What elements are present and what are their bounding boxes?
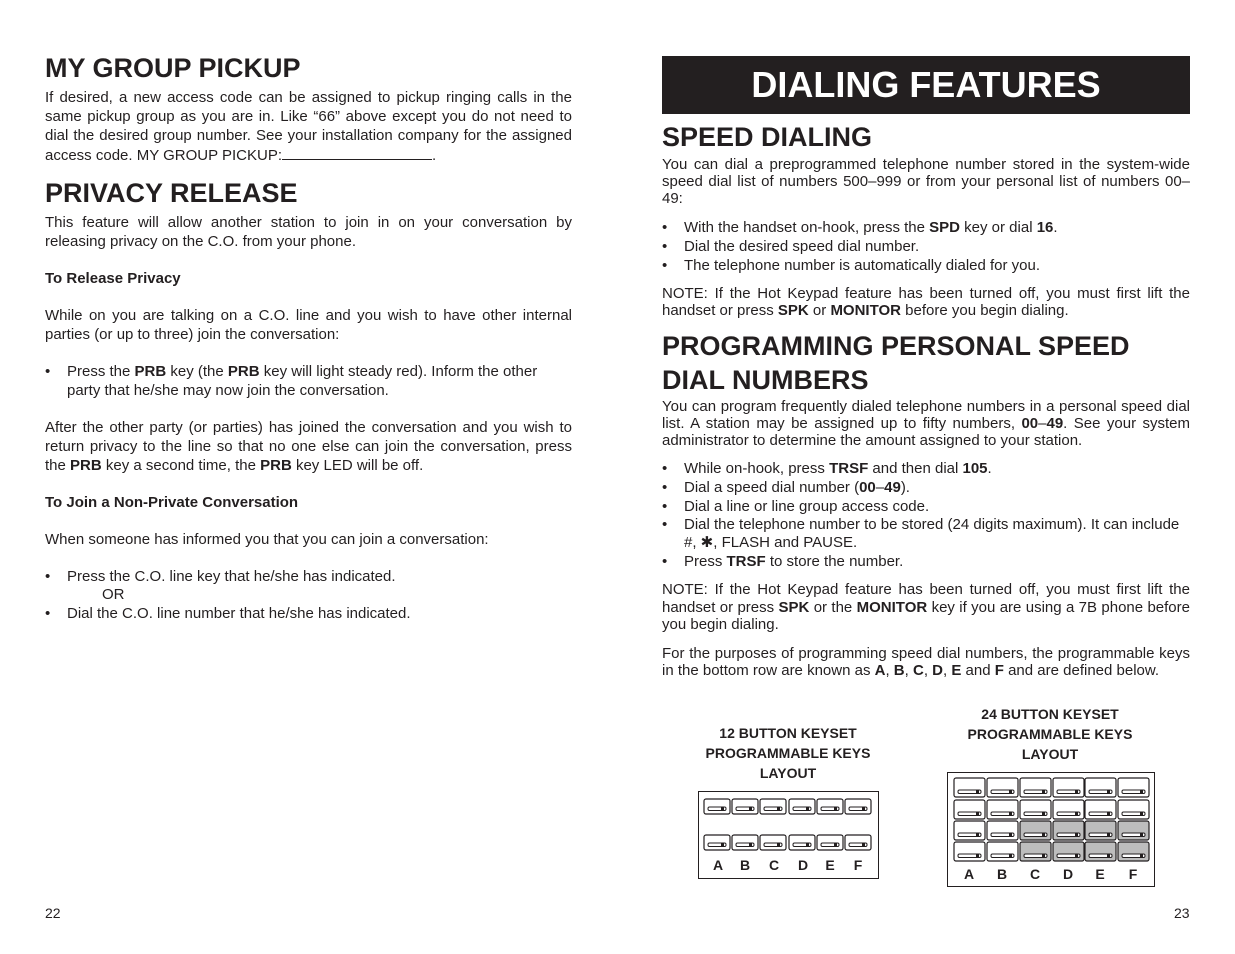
prog-step-2: • Dial a speed dial number (00–49). <box>662 478 1190 497</box>
key-letter-a: A <box>963 866 975 882</box>
keyset-24-diagram <box>947 772 1155 887</box>
speed-dialing-heading: SPEED DIALING <box>662 122 873 152</box>
speed-step-3: • The telephone number is automatically dialed for you. <box>662 256 1190 275</box>
prog-step-4: • Dial the telephone number to be stored (24 digits maximum). It can include #, ✱, FLASH and PAUSE. <box>662 516 1190 552</box>
key-12-bottom-0 <box>704 835 730 850</box>
key-24-r1-c3 <box>1053 800 1084 819</box>
key-24-r3-c2 <box>1020 842 1051 861</box>
join-conversation-subheading: To Join a Non-Private Conversation <box>45 494 299 511</box>
programming-note: NOTE: If the Hot Keypad feature has been turned off, you must first lift the handset or press SPK or the MONITOR key if you are using a 7B phone before you begin dialing. <box>662 581 1190 633</box>
release-bullet-list <box>45 362 572 400</box>
privacy-release-heading: PRIVACY RELEASE <box>45 178 298 208</box>
key-12-bottom-4 <box>817 835 843 850</box>
key-letter-d: D <box>797 857 809 873</box>
dialing-features-banner: DIALING FEATURES <box>662 56 1190 114</box>
key-12-bottom-3 <box>789 835 815 850</box>
key-24-r0-c0 <box>954 778 985 797</box>
key-letter-c: C <box>768 857 780 873</box>
release-privacy-subheading: To Release Privacy <box>45 270 181 287</box>
speed-step-2: • Dial the desired speed dial number. <box>662 237 1190 256</box>
prog-step-3: • Dial a line or line group access code. <box>662 497 1190 516</box>
speed-step-1: • With the handset on-hook, press the SPD key or dial 16. <box>662 218 1190 237</box>
key-letter-b: B <box>739 857 751 873</box>
key-24-r1-c4 <box>1085 800 1116 819</box>
programming-intro: You can program frequently dialed telephone numbers in a personal speed dial list. A station may be assigned up to fifty numbers, 00–49. See your system administrator to determine the amount assigned to your station. <box>662 398 1190 449</box>
prog-step-1: • While on-hook, press TRSF and then dial 105. <box>662 459 1190 478</box>
key-24-r2-c5 <box>1118 821 1149 840</box>
speed-dialing-note: NOTE: If the Hot Keypad feature has been turned off, you must first lift the handset or press SPK or MONITOR before you begin dialing. <box>662 285 1190 319</box>
key-24-r1-c0 <box>954 800 985 819</box>
programmable-keys-para: For the purposes of programming speed dial numbers, the programmable keys in the bottom row are known as A, B, C, D, E and F and are defined below. <box>662 644 1190 679</box>
key-24-r0-c1 <box>987 778 1018 797</box>
join-bullet-1: • Press the C.O. line key that he/she has indicated. <box>45 567 572 586</box>
prog-step-5: • Press TRSF to store the number. <box>662 552 1190 571</box>
key-24-r2-c4 <box>1085 821 1116 840</box>
left-page <box>45 0 572 623</box>
key-12-top-2 <box>760 799 786 814</box>
page-number-right: 23 <box>1174 905 1190 921</box>
key-24-r1-c1 <box>987 800 1018 819</box>
key-letter-d: D <box>1062 866 1074 882</box>
privacy-release-intro: This feature will allow another station to join in on your conversation by releasing privacy on the C.O. from your phone. <box>45 214 572 250</box>
key-12-bottom-2 <box>760 835 786 850</box>
my-group-pickup-body: If desired, a new access code can be assigned to pickup ringing calls in the same pickup group as you are in. Like “66” above except you do not need to dial the desired group number. See your installation company for the assigned access code. MY GROUP PICKUP: . <box>45 89 572 164</box>
release-privacy-para: While on you are talking on a C.O. line and you wish to have other internal parties (or up to three) join the conversation: <box>45 307 572 343</box>
key-12-bottom-5 <box>845 835 871 850</box>
key-24-r0-c3 <box>1053 778 1084 797</box>
programming-steps <box>662 459 1190 571</box>
join-conversation-para: When someone has informed you that you can join a conversation: <box>45 531 489 548</box>
join-bullet-list <box>45 567 572 586</box>
key-24-r2-c0 <box>954 821 985 840</box>
key-letter-c: C <box>1029 866 1041 882</box>
key-letter-a: A <box>712 857 724 873</box>
keyset-12-caption: 12 BUTTON KEYSET PROGRAMMABLE KEYS LAYOUT <box>705 725 871 781</box>
key-24-r3-c4 <box>1085 842 1116 861</box>
key-24-r0-c4 <box>1085 778 1116 797</box>
key-24-r0-c2 <box>1020 778 1051 797</box>
key-24-r0-c5 <box>1118 778 1149 797</box>
key-24-r1-c5 <box>1118 800 1149 819</box>
pickup-code-blank <box>282 145 432 160</box>
key-12-top-5 <box>845 799 871 814</box>
join-bullet-list-2 <box>45 604 572 623</box>
key-letter-f: F <box>1128 866 1138 882</box>
key-12-top-3 <box>789 799 815 814</box>
keyset-24-caption: 24 BUTTON KEYSET PROGRAMMABLE KEYS LAYOUT <box>967 706 1133 762</box>
page-number-left: 22 <box>45 905 61 921</box>
key-24-r2-c2 <box>1020 821 1051 840</box>
key-letter-e: E <box>825 857 835 873</box>
key-24-r3-c3 <box>1053 842 1084 861</box>
programming-speed-dial-heading: PROGRAMMING PERSONAL SPEED DIAL NUMBERS <box>662 331 1130 395</box>
key-24-r1-c2 <box>1020 800 1051 819</box>
key-24-r2-c1 <box>987 821 1018 840</box>
speed-dialing-steps <box>662 218 1190 275</box>
release-bullet: • Press the PRB key (the PRB key will light steady red). Inform the other party that he/she may now join the conversation. <box>45 362 572 400</box>
or-separator: OR <box>102 586 125 603</box>
key-12-bottom-1 <box>732 835 758 850</box>
key-12-top-1 <box>732 799 758 814</box>
right-page <box>662 0 1190 679</box>
key-letter-f: F <box>853 857 863 873</box>
speed-dialing-intro: You can dial a preprogrammed telephone number stored in the system-wide speed dial list of numbers 500–999 or from your personal list of numbers 00–49: <box>662 156 1190 207</box>
key-12-top-0 <box>704 799 730 814</box>
key-12-top-4 <box>817 799 843 814</box>
key-24-r3-c5 <box>1118 842 1149 861</box>
after-join-para: After the other party (or parties) has joined the conversation and you wish to return privacy to the line so that no one else can join the conversation, press the PRB key a second time, the PRB key LED will be off. <box>45 419 572 474</box>
key-letter-b: B <box>996 866 1008 882</box>
keyset-12-diagram <box>698 791 879 879</box>
key-letter-e: E <box>1095 866 1105 882</box>
key-24-r3-c0 <box>954 842 985 861</box>
join-bullet-2: • Dial the C.O. line number that he/she has indicated. <box>45 604 572 623</box>
my-group-pickup-heading: MY GROUP PICKUP <box>45 53 301 83</box>
key-24-r3-c1 <box>987 842 1018 861</box>
key-24-r2-c3 <box>1053 821 1084 840</box>
